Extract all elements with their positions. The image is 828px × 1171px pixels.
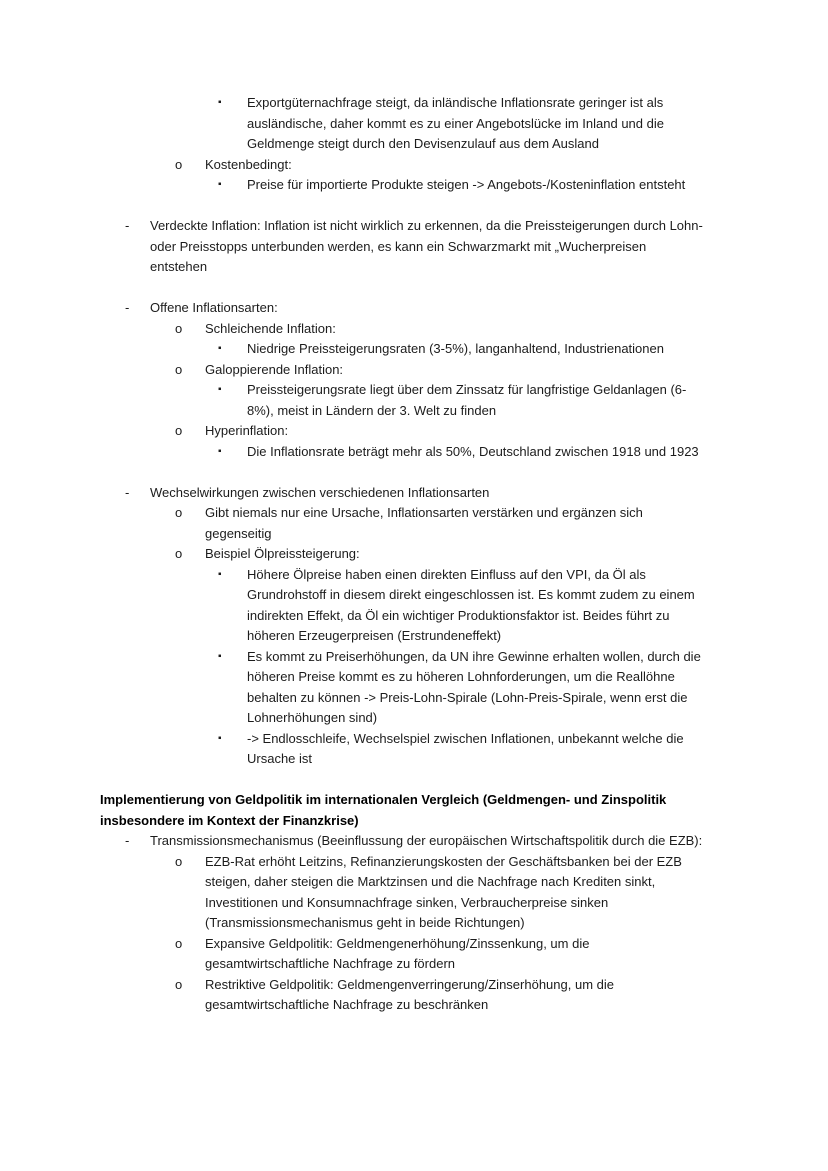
list-item-text: Es kommt zu Preiserhöhungen, da UN ihre Gewinne erhalten wollen, durch die höheren Preise kommt es zu höheren Lohnforderungen, um die Reallöhne behalten zu können -> Preis-Lohn-Spirale (Lohn-Preis-Spirale, wenn erst die Lohnerhöhungen sind) xyxy=(247,648,701,725)
dash-bullet-icon: - xyxy=(125,833,130,848)
paragraph-spacer xyxy=(100,770,706,791)
list-item xyxy=(100,503,706,544)
list-item xyxy=(100,544,706,565)
list-item-text: Expansive Geldpolitik: Geldmengenerhöhung/Zinssenkung, um die gesamtwirtschaftliche Nachfrage zu fördern xyxy=(205,935,590,971)
list-item-text: Hyperinflation: xyxy=(205,423,289,438)
circle-bullet-icon: o xyxy=(175,156,183,172)
circle-bullet-icon: o xyxy=(175,505,183,520)
list-item-text: Exportgüternachfrage steigt, da inländische Inflationsrate geringer ist als ausländische, daher kommt es zu einer Angebotslücke im Inland und die Geldmenge steigt durch den Devisenzulauf aus dem Ausland xyxy=(247,95,664,151)
list-item xyxy=(100,298,706,319)
square-bullet-icon: ▪ xyxy=(218,343,222,354)
square-bullet-icon: ▪ xyxy=(218,445,222,457)
list-item-text: Kostenbedingt: xyxy=(205,156,292,172)
square-bullet-icon: ▪ xyxy=(218,179,222,190)
list-item xyxy=(100,155,706,176)
list-item-text: Die Inflationsrate beträgt mehr als 50%, Deutschland zwischen 1918 und 1923 xyxy=(247,443,699,459)
list-item xyxy=(100,339,706,360)
square-bullet-icon: ▪ xyxy=(218,384,222,395)
list-item xyxy=(100,975,706,1016)
document-body xyxy=(100,93,706,1016)
square-bullet-icon: ▪ xyxy=(218,568,222,580)
list-item xyxy=(100,360,706,381)
list-item-text: EZB-Rat erhöht Leitzins, Refinanzierungskosten der Geschäftsbanken bei der EZB steigen, daher steigen die Marktzinsen und die Nachfrage nach Krediten sinkt, Investitionen und Konsumnachfrage sinken, Verbraucherpreise sinken (Transmissionsmechanismus geht in beide Richtungen) xyxy=(205,853,682,930)
list-item xyxy=(100,175,706,196)
paragraph-spacer xyxy=(100,278,706,299)
dash-bullet-icon: - xyxy=(125,218,130,233)
square-bullet-icon: ▪ xyxy=(218,732,222,744)
list-item-text: Niedrige Preissteigerungsraten (3-5%), langanhaltend, Industrienationen xyxy=(247,341,664,356)
list-item-text: Offene Inflationsarten: xyxy=(150,300,278,315)
list-item-text: Gibt niemals nur eine Ursache, Inflationsarten verstärken und ergänzen sich gegenseitig xyxy=(205,505,643,541)
circle-bullet-icon: o xyxy=(175,546,183,561)
list-item-text: Galoppierende Inflation: xyxy=(205,361,344,377)
paragraph-spacer xyxy=(100,462,706,483)
list-item xyxy=(100,647,706,729)
list-item xyxy=(100,729,706,770)
list-item xyxy=(100,483,706,504)
circle-bullet-icon: o xyxy=(175,853,183,869)
list-item xyxy=(100,421,706,442)
list-item-text: Transmissionsmechanismus (Beeinflussung der europäischen Wirtschaftspolitik durch die EZB): xyxy=(150,833,703,848)
list-item-text: Preissteigerungsrate liegt über dem Zinssatz für langfristige Geldanlagen (6-8%), meist in Ländern der 3. Welt zu finden xyxy=(247,382,687,418)
list-item xyxy=(100,319,706,340)
dash-bullet-icon: - xyxy=(125,300,130,315)
list-item-text: Verdeckte Inflation: Inflation ist nicht wirklich zu erkennen, da die Preissteigerungen durch Lohn- oder Preisstopps unterbunden werden, es kann ein Schwarzmarkt mit „Wucherpreisen entstehen xyxy=(150,218,703,274)
circle-bullet-icon: o xyxy=(175,935,183,951)
list-item xyxy=(100,831,706,852)
list-item xyxy=(100,565,706,647)
paragraph-spacer xyxy=(100,196,706,217)
square-bullet-icon: ▪ xyxy=(218,650,222,662)
list-item-text: Höhere Ölpreise haben einen direkten Einfluss auf den VPI, da Öl als Grundrohstoff in diesem direkt eingeschlossen ist. Es kommt zudem zu einem indirekten Effekt, da Öl ein wichtiger Produktionsfaktor ist. Beides führt zu höheren Erzeugerpreisen (Erstrundeneffekt) xyxy=(247,566,695,643)
list-item-text: Beispiel Ölpreissteigerung: xyxy=(205,546,360,561)
list-item xyxy=(100,934,706,975)
list-item-text: Preise für importierte Produkte steigen -> Angebots-/Kosteninflation entsteht xyxy=(247,177,686,192)
list-item xyxy=(100,852,706,934)
list-item-text: Wechselwirkungen zwischen verschiedenen Inflationsarten xyxy=(150,484,490,500)
circle-bullet-icon: o xyxy=(175,361,183,377)
circle-bullet-icon: o xyxy=(175,976,183,992)
circle-bullet-icon: o xyxy=(175,320,183,336)
list-item xyxy=(100,380,706,421)
list-item-text: -> Endlosschleife, Wechselspiel zwischen Inflationen, unbekannt welche die Ursache ist xyxy=(247,730,684,766)
list-item xyxy=(100,93,706,155)
dash-bullet-icon: - xyxy=(125,484,130,500)
list-item-text: Restriktive Geldpolitik: Geldmengenverringerung/Zinserhöhung, um die gesamtwirtschaftliche Nachfrage zu beschränken xyxy=(205,976,614,1012)
section-heading: Implementierung von Geldpolitik im internationalen Vergleich (Geldmengen- und Zinspolitik insbesondere im Kontext der Finanzkrise) xyxy=(100,792,667,828)
list-item xyxy=(100,216,706,278)
list-item xyxy=(100,442,706,463)
square-bullet-icon: ▪ xyxy=(218,97,222,108)
circle-bullet-icon: o xyxy=(175,423,183,438)
list-item-text: Schleichende Inflation: xyxy=(205,320,336,336)
